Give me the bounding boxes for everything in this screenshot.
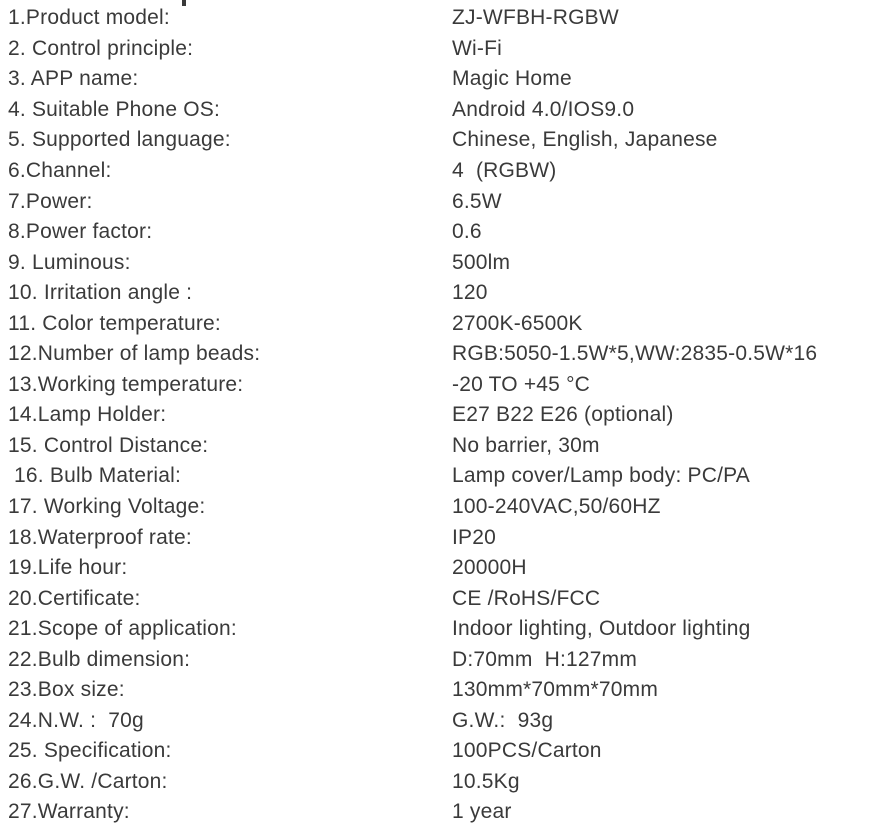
spec-label: 10. Irritation angle : — [8, 281, 193, 305]
spec-value: -20 TO +45 °C — [452, 372, 591, 396]
spec-value: 500lm — [452, 250, 511, 274]
spec-row — [0, 34, 871, 65]
spec-row — [0, 797, 871, 828]
spec-row — [0, 553, 871, 584]
spec-label: 8.Power factor: — [8, 220, 153, 244]
spec-label: 14.Lamp Holder: — [8, 403, 167, 427]
spec-row — [0, 675, 871, 706]
spec-value: 1 year — [452, 800, 512, 824]
spec-value: 0.6 — [452, 220, 482, 244]
spec-row — [0, 767, 871, 798]
spec-row — [0, 431, 871, 462]
spec-value: E27 B22 E26 (optional) — [452, 403, 674, 427]
spec-value: 100PCS/Carton — [452, 739, 602, 763]
spec-row — [0, 156, 871, 187]
spec-row — [0, 492, 871, 523]
spec-row — [0, 217, 871, 248]
spec-value: 10.5Kg — [452, 769, 520, 793]
spec-value: G.W.: 93g — [452, 708, 554, 732]
spec-row — [0, 522, 871, 553]
spec-value: 20000H — [452, 556, 527, 580]
spec-label: 23.Box size: — [8, 678, 125, 702]
spec-value: 130mm*70mm*70mm — [452, 678, 659, 702]
spec-label: 19.Life hour: — [8, 556, 128, 580]
spec-row — [0, 339, 871, 370]
spec-value: Magic Home — [452, 67, 572, 91]
spec-value: IP20 — [452, 525, 496, 549]
spec-value: Chinese, English, Japanese — [452, 128, 718, 152]
spec-label: 6.Channel: — [8, 159, 112, 182]
spec-label: 13.Working temperature: — [8, 372, 244, 396]
spec-row — [0, 614, 871, 645]
spec-label: 27.Warranty: — [8, 800, 130, 824]
spec-value: D:70mm H:127mm — [452, 647, 638, 671]
spec-value: Indoor lighting, Outdoor lighting — [452, 617, 751, 641]
spec-row — [0, 95, 871, 126]
spec-value: 2700K-6500K — [452, 311, 583, 335]
spec-row — [0, 3, 871, 34]
spec-row — [0, 736, 871, 767]
spec-row — [0, 64, 871, 95]
spec-value: No barrier, 30m — [452, 433, 600, 457]
spec-row — [0, 400, 871, 431]
spec-value: Lamp cover/Lamp body: PC/PA — [452, 464, 750, 488]
spec-row — [0, 370, 871, 401]
spec-row — [0, 644, 871, 675]
spec-label: 16. Bulb Material: — [8, 464, 182, 488]
spec-sheet — [0, 3, 871, 828]
spec-row — [0, 583, 871, 614]
spec-value: 100-240VAC,50/60HZ — [452, 495, 661, 519]
spec-value: 6.5W — [452, 189, 502, 213]
spec-label: 3. APP name: — [8, 67, 139, 91]
spec-label: 4. Suitable Phone OS: — [8, 97, 221, 121]
spec-label: 1.Product model: — [8, 6, 170, 30]
spec-value: Wi-Fi — [452, 36, 502, 60]
spec-label: 18.Waterproof rate: — [8, 525, 192, 549]
spec-label: 7.Power: — [8, 189, 93, 213]
spec-row — [0, 308, 871, 339]
spec-label: 17. Working Voltage: — [8, 495, 206, 519]
spec-label: 26.G.W. /Carton: — [8, 769, 168, 793]
spec-label: 24.N.W. : 70g — [8, 708, 144, 732]
spec-row — [0, 186, 871, 217]
spec-row — [0, 278, 871, 309]
spec-label: 21.Scope of application: — [8, 617, 237, 641]
spec-label: 5. Supported language: — [8, 128, 231, 152]
spec-value: CE /RoHS/FCC — [452, 586, 601, 610]
spec-value: Android 4.0/IOS9.0 — [452, 97, 635, 121]
spec-label: 22.Bulb dimension: — [8, 647, 191, 671]
spec-row — [0, 125, 871, 156]
spec-value: RGB:5050-1.5W*5,WW:2835-0.5W*16 — [452, 342, 818, 366]
spec-row — [0, 247, 871, 278]
spec-label: 25. Specification: — [8, 739, 172, 763]
spec-label: 20.Certificate: — [8, 586, 141, 610]
spec-value: ZJ-WFBH-RGBW — [452, 6, 619, 30]
spec-row — [0, 706, 871, 737]
spec-label: 9. Luminous: — [8, 250, 131, 274]
spec-label: 2. Control principle: — [8, 36, 194, 60]
spec-label: 11. Color temperature: — [8, 311, 221, 335]
spec-label: 12.Number of lamp beads: — [8, 342, 261, 366]
spec-value: 4 (RGBW) — [452, 159, 557, 182]
spec-label: 15. Control Distance: — [8, 433, 209, 457]
spec-value: 120 — [452, 281, 488, 305]
spec-row — [0, 461, 871, 492]
